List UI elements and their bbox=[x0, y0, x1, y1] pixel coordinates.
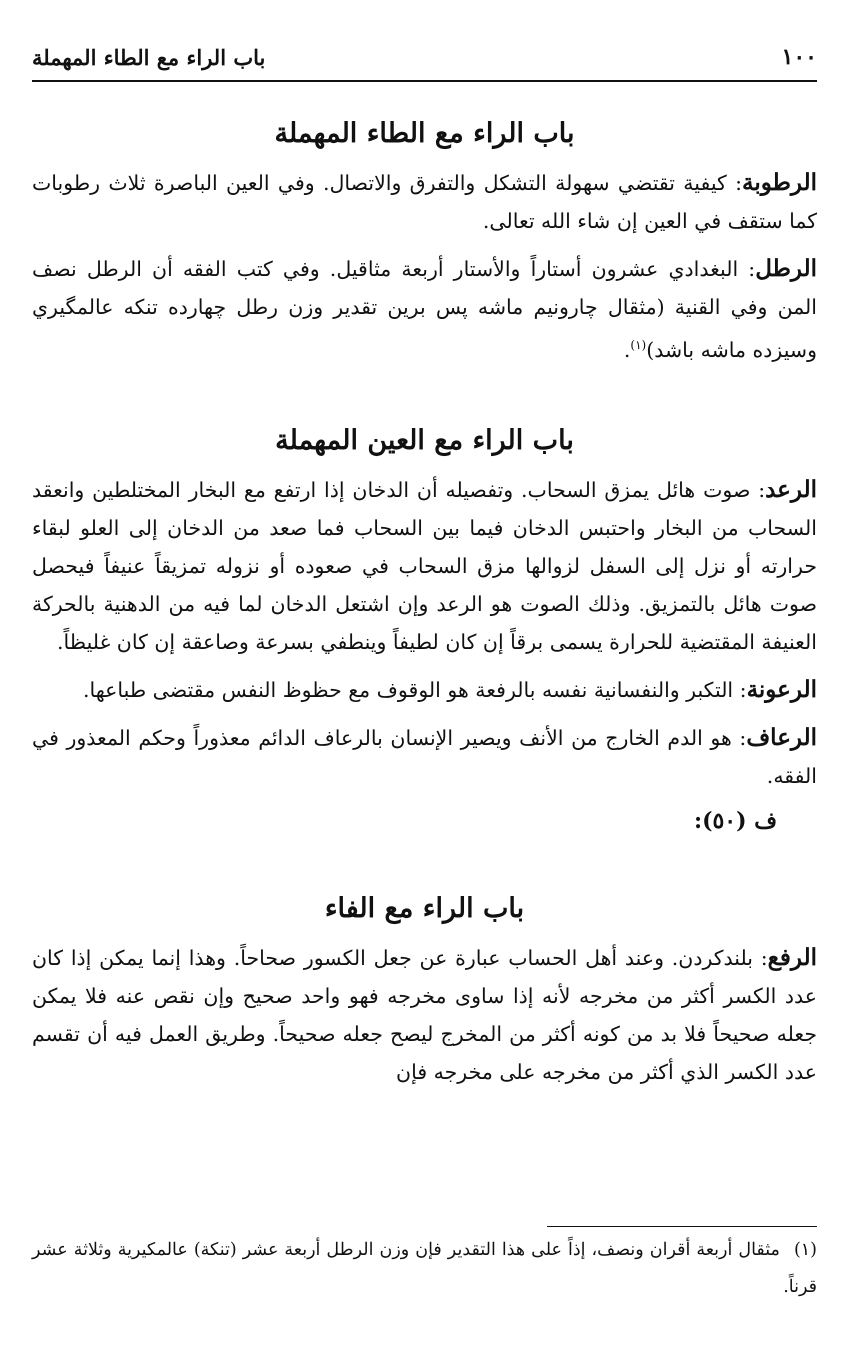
entry-term: الرعاف bbox=[746, 723, 818, 751]
entry-term: الرطل bbox=[755, 255, 817, 282]
section-gap bbox=[32, 839, 817, 887]
entry-tail: . bbox=[623, 337, 631, 362]
entry-text: : بلندكردن. وعند أهل الحساب عبارة عن جعل الكسور صحاحاً. وهذا إنما يمكن إذا كان عدد الكسر أكثر من مخرجه لأنه إذا ساوى مخرجه فهو واحد صحيح وإن نقص عنه فلا يمكن جعله صحيحاً فلا بد من كونه أكثر من المخرج ليصح جعله صحيحاً. وطريق العمل فيه أن تقسم عدد الكسر الذي أكثر من مخرجه على مخرجه فإن bbox=[32, 945, 817, 1084]
running-header bbox=[32, 40, 817, 74]
entry-term: الرعونة bbox=[746, 675, 817, 703]
section-title: باب الراء مع الفاء bbox=[324, 892, 525, 924]
section-title: باب الراء مع الطاء المهملة bbox=[274, 118, 575, 149]
entry-rafa bbox=[32, 939, 817, 1091]
header-rule bbox=[32, 80, 817, 82]
entry-text: : صوت هائل يمزق السحاب. وتفصيله أن الدخان إذا ارتفع مع البخار المختلطين وانعقد السحاب من البخار واحتبس الدخان فيما بين السحاب فما صعد من الدخان إلى العلو لبقاء حرارته أو نزل إلى السفل لزوالها مزق السحاب في صعوده أو نزوله تمزيقاً عنيفاً فيحصل صوت هائل بالتمزيق. وذلك الصوت هو الرعد وإن اشتعل الدخان لما فيه من الدهنية بالحركة العنيفة المقتضية للحرارة يسمى برقاً إن كان لطيفاً وينطفي بسرعة وصاعقة إن كان غليظاً. bbox=[32, 477, 817, 654]
running-title: باب الراء مع الطاء المهملة bbox=[32, 44, 266, 70]
section-title: باب الراء مع العين المهملة bbox=[275, 424, 574, 456]
entry-text: : كيفية تقتضي سهولة التشكل والتفرق والاتصال. وفي العين الباصرة ثلاث رطوبات كما ستقف في العين إن شاء الله تعالى. bbox=[32, 171, 817, 233]
entry-ratl bbox=[32, 250, 817, 369]
footnote-ref[interactable]: (١) bbox=[630, 338, 647, 352]
page-body bbox=[32, 112, 817, 1101]
entry-text: : التكبر والنفسانية نفسه بالرفعة هو الوقوف مع حظوظ النفس مقتضى طباعها. bbox=[82, 677, 747, 702]
entry-text: : البغدادي عشرون أستاراً والأستار أربعة مثاقيل. وفي كتب الفقه أن الرطل نصف المن وفي القنية (مثقال چارونيم ماشه پس برين تقدير وزن رطل چهارده تنكه عالمگيري وسيزده ماشه باشد) bbox=[32, 257, 817, 362]
entry-term: الرعد bbox=[765, 475, 817, 503]
book-page bbox=[32, 0, 817, 1369]
entry-term: الرطوبة bbox=[741, 169, 817, 196]
footnote-text: مثقال أربعة أقران ونصف، إذاً على هذا التقدير فإن وزن الرطل أربعة عشر (تنكة) عالمكيرية وثلاثة عشر قرناً. bbox=[32, 1240, 817, 1297]
page-number: ١٠٠ bbox=[781, 44, 817, 70]
footnote-mark: (١) bbox=[793, 1240, 817, 1260]
entry-ratuba bbox=[32, 164, 817, 240]
entry-raad bbox=[32, 471, 817, 661]
footnote bbox=[32, 1232, 817, 1306]
entry-ruaf bbox=[32, 719, 817, 795]
section-gap bbox=[32, 379, 817, 419]
entry-term: الرفع bbox=[767, 943, 817, 971]
entry-ruuna bbox=[32, 671, 817, 709]
page-reference: ف (٥٠): bbox=[693, 807, 777, 834]
footnote-rule bbox=[547, 1226, 817, 1227]
entry-text: : هو الدم الخارج من الأنف ويصير الإنسان بالرعاف الدائم معذوراً وحكم المعذور في الفقه. bbox=[32, 725, 817, 788]
